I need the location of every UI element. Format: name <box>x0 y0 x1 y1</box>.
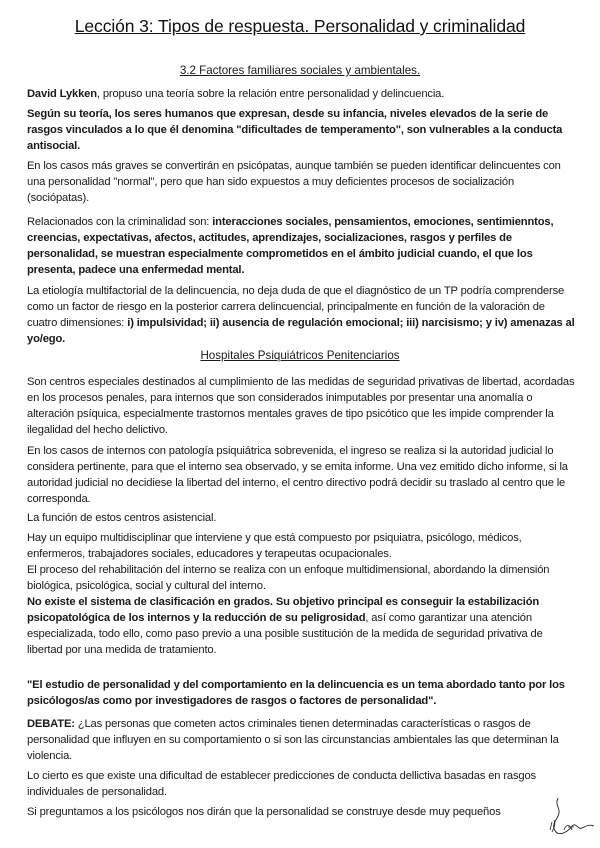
paragraph-psychopaths: En los casos más graves se convertirán en psicópatas, aunque también se pueden identificar delincuentes con una personalidad "normal", pero que han sido expuestos a muy deficientes procesos de socialización (sociópatas). <box>27 160 561 204</box>
paragraph-predictions: Lo cierto es que existe una dificultad de establecer predicciones de conducta dellictiva basadas en rasgos individuales de personalidad. <box>27 770 536 798</box>
author-name: David Lykken <box>27 88 97 100</box>
paragraph-centers: Son centros especiales destinados al cumplimiento de las medidas de seguridad privativas de libertad, acordadas en los procesos penales, para internos que son considerados inimputables por presentar una anomalía o alteración psíquica, especialmente trastornos mentales graves de tipo psicótico que les impide comprender la ilegalidad del hecho delictivo. <box>27 376 575 436</box>
quote-paragraph: "El estudio de personalidad y del comportamiento en la delincuencia es un tema abordado tanto por los psicólogos/as como por investigadores de rasgos o factores de personalidad". <box>27 679 565 707</box>
section-subtitle: 3.2 Factores familiares sociales y ambientales. <box>179 64 421 77</box>
debate-label: DEBATE: <box>27 718 75 730</box>
paragraph-theory: Según su teoría, los seres humanos que expresan, desde su infancia, niveles elevados de la serie de rasgos vinculados a lo que él denomina "dificultades de temperamento", son vulnerables a la conducta antisocial. <box>27 108 563 152</box>
paragraph-classification: No existe el sistema de clasificación en grados. Su objetivo principal es conseguir la estabilización psicopatológica de los internos y la reducción de su peligrosidad, así como garantizar una atención especializada, todo ello, como paso previo a una posible sustitución de la medida de seguridad privativa de libertad por una medida de tratamiento. <box>27 596 543 656</box>
paragraph-etiology: La etiología multifactorial de la delincuencia, no deja duda de que el diagnóstico de un TP podría comprenderse como un factor de riesgo en la posterior carrera delincuencial, principalmente en función de la valoración de cuatro dimensiones: i) impulsividad; ii) ausencia de regulación emocional; iii) narcisismo; y iv) amenazas al yo/ego. <box>27 285 575 345</box>
section-heading-hospitals: Hospitales Psiquiátricos Penitenciarios <box>200 349 400 362</box>
paragraph-rehab: El proceso del rehabilitación del interno se realiza con un enfoque multidimensional, abordando la dimensión biológica, psicológica, social y cultural del interno. <box>27 564 550 592</box>
paragraph-psychologists: Si preguntamos a los psicólogos nos dirán que la personalidad se construye desde muy pequeños <box>27 806 501 818</box>
paragraph-sobrevenida: En los casos de internos con patología psiquiátrica sobrevenida, el ingreso se realiza si la autoridad judicial lo considera pertinente, para que el interno sea observado, y se emita informe. Una vez emitido dicho informe, si la autoridad judicial no decidiese la libertad del interno, el centro directivo podrá decidir su traslado al centro que le corresponda. <box>27 445 568 505</box>
signature-mark <box>548 796 596 840</box>
paragraph-function: La función de estos centros asistencial. <box>27 512 217 524</box>
paragraph-lykken: David Lykken, propuso una teoría sobre la relación entre personalidad y delincuencia. <box>27 88 445 100</box>
debate-paragraph: DEBATE: ¿Las personas que cometen actos criminales tienen determinadas características o rasgos de personalidad que influyen en su comportamiento o si son las circunstancias ambientales las que determinan la violencia. <box>27 718 559 762</box>
page-title: Lección 3: Tipos de respuesta. Personalidad y criminalidad <box>74 16 526 36</box>
paragraph-criminality-factors: Relacionados con la criminalidad son: interacciones sociales, pensamientos, emociones, sentimienntos, creencias, expectativas, afectos, actitudes, aprendizajes, socializaciones, rasgos y perfiles de personalidad, se muestran especialmente comprometidos en el ámbito judicial cuando, el que los presenta, padece una enfermedad mental. <box>27 216 554 276</box>
paragraph-team: Hay un equipo multidisciplinar que interviene y que está compuesto por psiquiatra, psicólogo, médicos, enfermeros, trabajadores sociales, educadores y terapeutas ocupacionales. <box>27 532 522 560</box>
